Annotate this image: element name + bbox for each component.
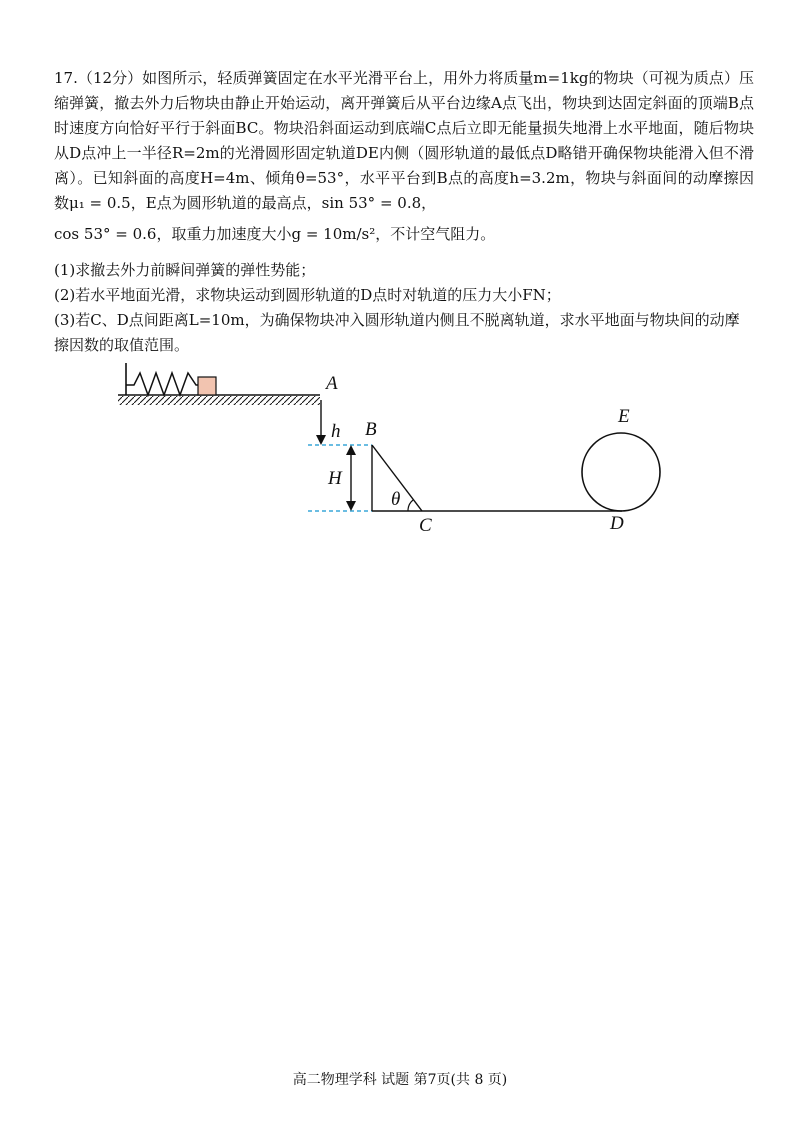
problem-text-continued: cos 53° = 0.6，取重力加速度大小g = 10m/s²，不计空气阻力。	[54, 225, 496, 243]
label-c: C	[419, 515, 432, 536]
block	[198, 377, 216, 395]
question-part-3: (3)若C、D点间距离L=10m，为确保物块冲入圆形轨道内侧且不脱离轨道，求水平地面与物块间的动摩擦因数的取值范围。	[54, 311, 740, 354]
label-b: B	[365, 419, 377, 440]
page-footer: 高二物理学科 试题 第7页(共 8 页)	[292, 1072, 508, 1088]
H-arrow-head-bottom	[346, 501, 356, 511]
problem-text: 17.（12分）如图所示，轻质弹簧固定在水平光滑平台上，用外力将质量m=1kg的物块（可视为质点）压缩弹簧，撤去外力后物块由静止开始运动，离开弹簧后从平台边缘A点飞出，物块到达固定斜面的顶端B点时速度方向恰好平行于斜面BC。物块沿斜面运动到底端C点后立即无能量损失地滑上水平地面，随后物块从D点冲上一半径R=2m的光滑圆形固定轨道DE内侧（圆形轨道的最低点D略错开确保物块能滑入但不滑离）。已知斜面的高度H=4m、倾角θ=53°，水平平台到B点的高度h=3.2m，物块与斜面间的动摩擦因数μ₁ = 0.5，E点为圆形轨道的最高点，sin 53° = 0.8，	[54, 69, 754, 212]
label-a: A	[326, 373, 338, 394]
circular-track	[582, 433, 660, 511]
question-parts	[54, 258, 754, 358]
spring	[126, 373, 198, 395]
question-part-1: (1)求撤去外力前瞬间弹簧的弹性势能；	[54, 261, 316, 279]
question-part-2: (2)若水平地面光滑，求物块运动到圆形轨道的D点时对轨道的压力大小FN；	[54, 286, 561, 304]
h-arrow-head	[316, 435, 326, 445]
problem-statement	[54, 66, 754, 247]
label-theta: θ	[391, 489, 401, 510]
platform-hatch	[118, 396, 320, 405]
label-d: D	[610, 513, 624, 534]
label-e: E	[618, 406, 630, 427]
physics-diagram	[110, 355, 690, 545]
label-H: H	[328, 468, 342, 489]
theta-arc	[408, 500, 413, 511]
H-arrow-head-top	[346, 445, 356, 455]
label-h: h	[331, 421, 341, 442]
